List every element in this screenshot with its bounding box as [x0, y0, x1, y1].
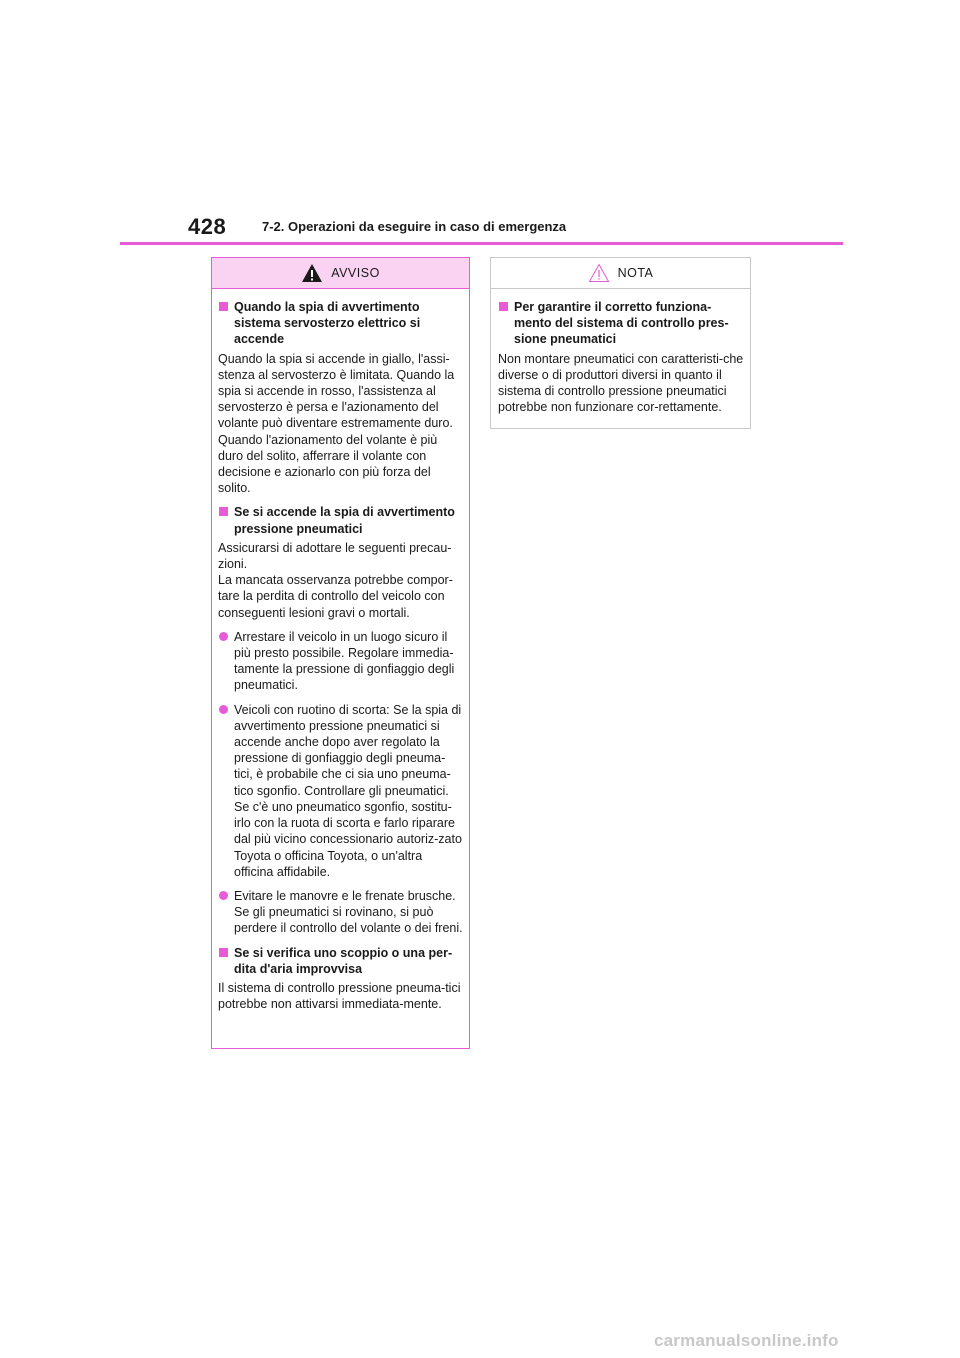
warning-subheading	[218, 945, 463, 977]
note-subheading	[498, 299, 744, 348]
note-paragraph: Non montare pneumatici con caratteristi-che diverse o di produttori diversi in quanto il sistema di controllo pressione pneumatici potrebbe non funzionare cor-rettamente.	[498, 351, 744, 415]
subheading-text: Per garantire il corretto funziona-mento del sistema di controllo pres-sione pneumatici	[514, 300, 729, 347]
section-title: 7-2. Operazioni da eseguire in caso di emergenza	[262, 219, 567, 234]
warning-box-body	[212, 289, 469, 1012]
caution-triangle-outline-icon	[588, 263, 610, 283]
subheading-text: Quando la spia di avvertimento sistema servosterzo elettrico si accende	[234, 300, 421, 347]
warning-box-header	[212, 258, 469, 289]
subheading-text: Se si verifica uno scoppio o una per-dita d'aria improvvisa	[234, 945, 453, 976]
list-item-text: Arrestare il veicolo in un luogo sicuro il più presto possibile. Regolare immedia-tamente la pressione di gonfiaggio degli pneumatici.	[234, 629, 455, 693]
round-bullet-icon	[219, 705, 228, 714]
round-bullet-icon	[219, 891, 228, 900]
square-bullet-icon	[219, 507, 228, 516]
list-item	[218, 629, 463, 694]
square-bullet-icon	[499, 302, 508, 311]
warning-subheading	[218, 504, 463, 536]
warning-triangle-icon	[301, 263, 323, 283]
list-item-text: Evitare le manovre e le frenate brusche. Se gli pneumatici si rovinano, si può perdere il controllo del volante o dei freni.	[234, 888, 463, 936]
note-box	[490, 257, 751, 429]
list-item	[218, 888, 463, 937]
watermark: carmanualsonline.info	[654, 1331, 839, 1350]
warning-paragraph: Quando la spia si accende in giallo, l'assi-stenza al servosterzo è limitata. Quando la spia si accende in rosso, l'assistenza al servosterzo è persa e l'azionamento del volante può diventare estremamente duro. Quando l'azionamento del volante è più duro del solito, afferrare il volante con decisione e azionarlo con più forza del solito.	[218, 351, 455, 496]
page-number: 428	[188, 214, 227, 239]
list-item	[218, 702, 463, 880]
square-bullet-icon	[219, 948, 228, 957]
warning-paragraph: Il sistema di controllo pressione pneuma-tici potrebbe non attivarsi immediata-mente.	[218, 980, 461, 1012]
warning-box-title: AVVISO	[331, 266, 380, 280]
subheading-text: Se si accende la spia di avvertimento pressione pneumatici	[234, 505, 455, 536]
warning-box	[211, 257, 470, 1049]
warning-paragraph: Assicurarsi di adottare le seguenti precau-zioni.	[218, 540, 452, 572]
note-box-body	[491, 289, 750, 415]
list-item-text: Veicoli con ruotino di scorta: Se la spia di avvertimento pressione pneumatici si accende anche dopo aver regolato la pressione di gonfiaggio degli pneuma-tici, è probabile che ci sia uno pneuma-tico sgonfio. Controllare gli pneumatici. Se c'è uno pneumatico sgonfio, sostitu-irlo con la ruota di scorta e farlo riparare dal più vicino concessionario autoriz-zato Toyota o officina Toyota, o un'altra officina affidabile.	[234, 702, 462, 879]
header-rule	[120, 242, 843, 245]
square-bullet-icon	[219, 302, 228, 311]
round-bullet-icon	[219, 632, 228, 641]
warning-subheading	[218, 299, 463, 348]
note-box-title: NOTA	[617, 266, 654, 280]
note-box-header	[491, 258, 750, 289]
warning-paragraph: La mancata osservanza potrebbe compor-tare la perdita di controllo del veicolo con conseguenti lesioni gravi o mortali.	[218, 573, 453, 620]
